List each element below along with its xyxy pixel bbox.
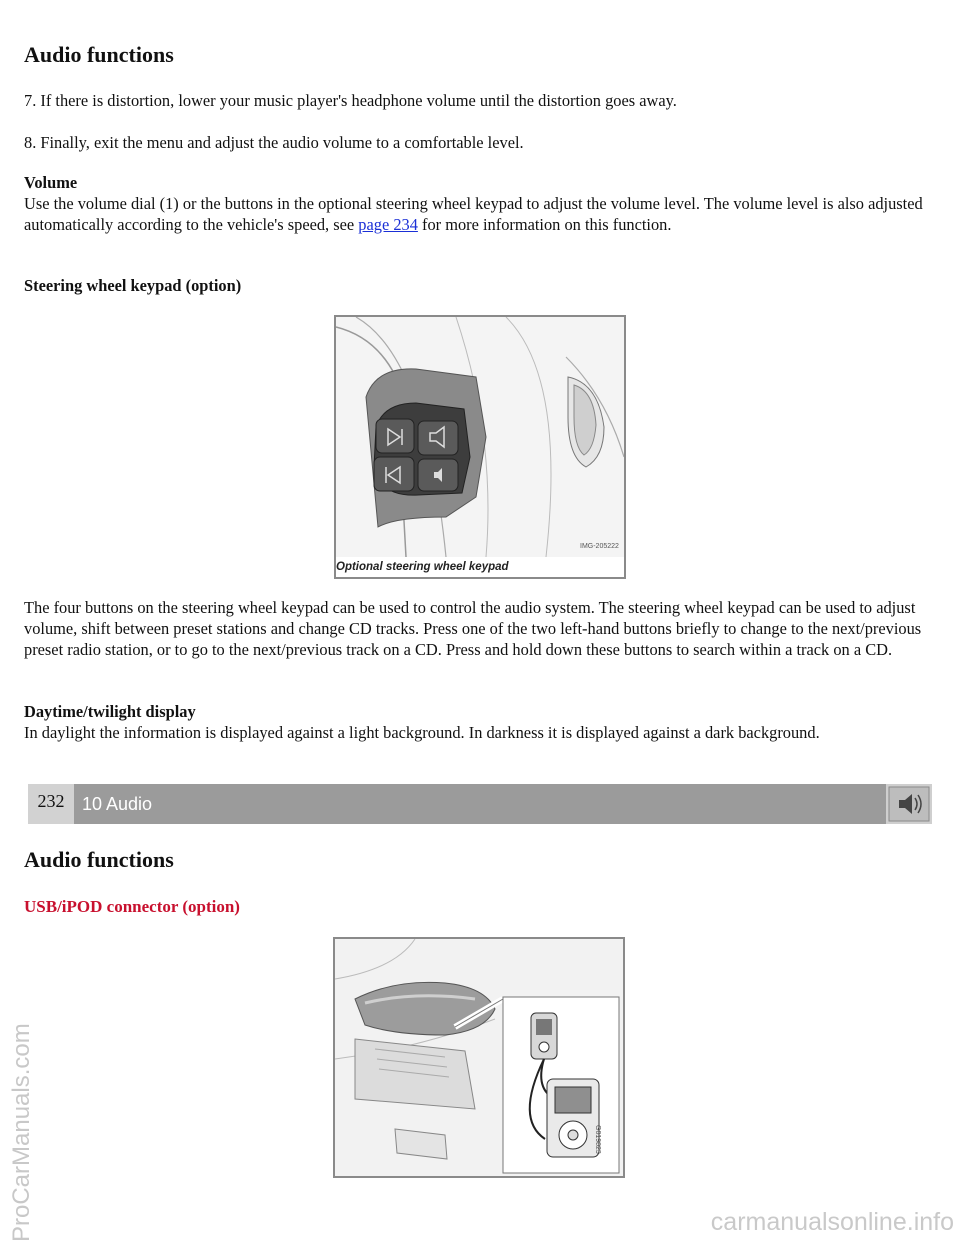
volume-paragraph	[24, 172, 936, 235]
figure-image-code: IMG-205222	[580, 543, 619, 550]
daytime-text: In daylight the information is displayed against a light background. In darkness it is displayed against a dark background.	[24, 723, 820, 742]
daytime-heading: Daytime/twilight display	[24, 702, 196, 721]
volume-heading: Volume	[24, 173, 78, 192]
daytime-paragraph	[24, 701, 936, 743]
steering-keypad-figure	[334, 315, 626, 579]
usb-ipod-heading: USB/iPOD connector (option)	[24, 897, 240, 916]
usb-ipod-illustration	[335, 939, 623, 1176]
page-234-link[interactable]: page 234	[358, 215, 418, 234]
keypad-description: The four buttons on the steering wheel keypad can be used to control the audio system. The steering wheel keypad can be used to adjust volume, shift between preset stations and change CD tracks. Press one of the two left-hand buttons briefly to change to the next/previous preset radio station, or to go to the next/previous track on a CD. Press and hold down these buttons to search within a track on a CD.	[24, 598, 922, 659]
speaker-sound-icon	[886, 784, 932, 824]
volume-text-end: for more information on this function.	[417, 215, 672, 234]
keypad-heading: Steering wheel keypad (option)	[24, 276, 242, 295]
section-title-2: Audio functions	[24, 847, 174, 872]
figure-image-code-2: G019823	[594, 1125, 601, 1154]
volume-text: Use the volume dial (1) or the buttons in the optional steering wheel keypad to adjust the volume level. The volume level is also adjusted automatically according to the vehicle's speed, see	[24, 194, 923, 234]
chapter-bar	[28, 784, 932, 824]
chapter-title: 10 Audio	[82, 794, 153, 814]
figure-caption: Optional steering wheel keypad	[336, 561, 509, 573]
section-title: Audio functions	[24, 42, 174, 67]
watermark-bottom: carmanualsonline.info	[710, 1208, 954, 1236]
step-7-text: 7. If there is distortion, lower your music player's headphone volume until the distortion goes away.	[24, 91, 677, 110]
watermark-left: ProCarManuals.com	[8, 1023, 35, 1242]
page-number: 232	[28, 784, 74, 824]
usb-ipod-figure	[333, 937, 625, 1178]
keypad-heading-line	[24, 275, 936, 296]
steering-keypad-illustration	[336, 317, 624, 557]
step-8-text: 8. Finally, exit the menu and adjust the audio volume to a comfortable level.	[24, 133, 524, 152]
